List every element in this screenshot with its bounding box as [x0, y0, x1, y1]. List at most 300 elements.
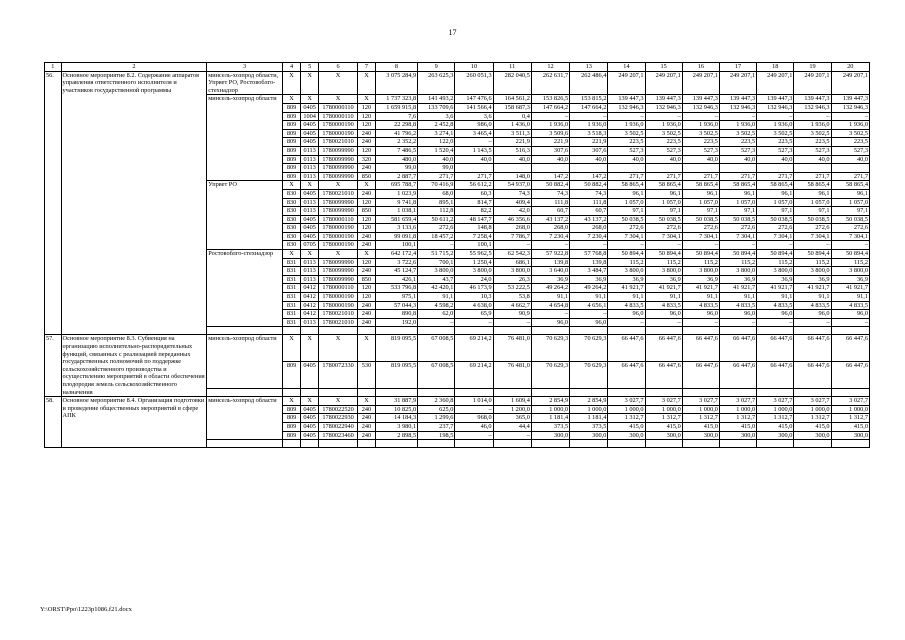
value-cell: 96,0 — [757, 310, 794, 319]
empty-cell — [418, 440, 455, 448]
value-cell: 50 882,4 — [570, 181, 608, 190]
value-cell: 3 027,7 — [719, 397, 756, 406]
page-number: 17 — [448, 28, 457, 37]
value-cell: 249 207,1 — [757, 71, 794, 95]
value-cell: 40,0 — [570, 155, 608, 164]
value-cell: 96,1 — [757, 189, 794, 198]
value-cell: 40,0 — [831, 155, 869, 164]
activity-title: Основное мероприятие 8.2. Содержание аппаратов управления ответственного исполнителя и участников государственной программы — [61, 71, 207, 335]
value-cell: 3 027,7 — [794, 397, 831, 406]
executor-name: Упрвет РО — [207, 181, 282, 250]
code-cell: X — [358, 181, 376, 190]
value-cell: 272,6 — [608, 224, 645, 233]
value-cell: 198,5 — [418, 431, 455, 440]
empty-cell — [682, 389, 719, 397]
value-cell: 1 936,0 — [531, 121, 569, 130]
value-cell: 91,1 — [645, 293, 682, 302]
code-cell: 1780000190 — [318, 224, 357, 233]
value-cell: 1 200,0 — [493, 405, 531, 414]
value-cell: 91,1 — [757, 293, 794, 302]
value-cell: 82,2 — [455, 207, 493, 216]
value-cell: 3 502,5 — [682, 129, 719, 138]
value-cell: 968,0 — [455, 414, 493, 423]
value-cell: 4 656,1 — [570, 301, 608, 310]
code-cell: 1780000190 — [318, 293, 357, 302]
value-cell: 74,3 — [531, 189, 569, 198]
empty-cell — [455, 440, 493, 448]
code-cell: 120 — [358, 215, 376, 224]
value-cell: 96,1 — [831, 189, 869, 198]
value-cell: 282 040,5 — [493, 71, 531, 95]
value-cell: 271,7 — [831, 172, 869, 181]
header-cell: 5 — [301, 63, 319, 72]
value-cell: 50 894,4 — [682, 250, 719, 259]
empty-cell — [493, 389, 531, 397]
code-cell: X — [282, 250, 301, 259]
code-cell: 0113 — [301, 275, 319, 284]
empty-cell — [757, 327, 794, 335]
footer-file-path: Y:\ORST\Ppo\1223p1086.f21.docx — [40, 606, 132, 613]
empty-cell — [358, 389, 376, 397]
code-cell: 120 — [358, 293, 376, 302]
value-cell: 415,0 — [682, 422, 719, 431]
value-cell: 527,3 — [608, 146, 645, 155]
value-cell: 141 493,2 — [418, 95, 455, 104]
budget-table — [44, 62, 870, 448]
value-cell: 3 800,0 — [719, 267, 756, 276]
code-cell: 0405 — [301, 121, 319, 130]
value-cell: 307,6 — [531, 146, 569, 155]
value-cell: 3 800,0 — [645, 267, 682, 276]
value-cell: 249 207,1 — [645, 71, 682, 95]
value-cell: – — [757, 318, 794, 327]
code-cell: 240 — [358, 422, 376, 431]
code-cell: 809 — [282, 138, 301, 147]
value-cell: 49 264,2 — [570, 284, 608, 293]
value-cell: 66 447,6 — [682, 335, 719, 362]
value-cell: 3 027,7 — [682, 397, 719, 406]
value-cell: 3 027,7 — [608, 397, 645, 406]
code-cell: 120 — [358, 146, 376, 155]
code-cell: 0412 — [301, 284, 319, 293]
value-cell: 4 662,7 — [493, 301, 531, 310]
code-cell: X — [318, 397, 357, 406]
value-cell: 1 936,0 — [645, 121, 682, 130]
value-cell: 91,1 — [531, 293, 569, 302]
code-cell: 830 — [282, 241, 301, 250]
value-cell: 3 133,6 — [375, 224, 417, 233]
value-cell: 300,0 — [757, 431, 794, 440]
header-cell: 19 — [794, 63, 831, 72]
value-cell: 7 304,1 — [682, 232, 719, 241]
value-cell: 300,0 — [682, 431, 719, 440]
value-cell: 3 509,6 — [531, 129, 569, 138]
code-cell: 1780099990 — [318, 146, 357, 155]
table-body — [45, 63, 870, 448]
value-cell: 1 057,0 — [757, 198, 794, 207]
value-cell: 132 946,3 — [719, 103, 756, 112]
value-cell: 1 000,0 — [831, 405, 869, 414]
value-cell: 426,1 — [375, 275, 417, 284]
value-cell: 51 715,2 — [418, 250, 455, 259]
value-cell: 122,0 — [418, 138, 455, 147]
value-cell: 115,2 — [794, 258, 831, 267]
code-cell: 1780099990 — [318, 198, 357, 207]
value-cell: 3 502,5 — [719, 129, 756, 138]
code-cell: X — [318, 95, 357, 104]
value-cell: – — [757, 241, 794, 250]
value-cell: 7 304,1 — [831, 232, 869, 241]
value-cell: 1 312,7 — [645, 414, 682, 423]
value-cell: 1 057,0 — [719, 198, 756, 207]
value-cell: 3 502,5 — [645, 129, 682, 138]
value-cell: 307,6 — [570, 146, 608, 155]
value-cell: 40,0 — [719, 155, 756, 164]
value-cell: 62 542,3 — [493, 250, 531, 259]
value-cell: – — [570, 310, 608, 319]
value-cell: 0,4 — [493, 112, 531, 121]
empty-cell — [645, 327, 682, 335]
empty-cell — [608, 327, 645, 335]
row-number: 58. — [45, 397, 62, 448]
value-cell: 3 800,0 — [493, 267, 531, 276]
value-cell: – — [455, 431, 493, 440]
value-cell: 42 420,1 — [418, 284, 455, 293]
value-cell: 3 980,1 — [375, 422, 417, 431]
value-cell: 50 882,4 — [531, 181, 569, 190]
value-cell: 10 825,0 — [375, 405, 417, 414]
code-cell: 809 — [282, 405, 301, 414]
value-cell: 3 800,0 — [455, 267, 493, 276]
value-cell: 36,9 — [831, 275, 869, 284]
value-cell: 66 447,6 — [794, 335, 831, 362]
empty-cell — [318, 389, 357, 397]
value-cell: 69 214,2 — [455, 362, 493, 389]
value-cell: – — [682, 112, 719, 121]
value-cell: 50 038,5 — [608, 215, 645, 224]
code-cell: 240 — [358, 431, 376, 440]
value-cell: 3,6 — [455, 112, 493, 121]
value-cell: 31 887,9 — [375, 397, 417, 406]
value-cell: 115,2 — [645, 258, 682, 267]
value-cell: 3 502,5 — [794, 129, 831, 138]
value-cell: 1 000,0 — [608, 405, 645, 414]
value-cell: 3 075 284,9 — [375, 71, 417, 95]
value-cell: 271,7 — [794, 172, 831, 181]
value-cell: 40,0 — [493, 155, 531, 164]
empty-cell — [757, 389, 794, 397]
code-cell: 1780000110 — [318, 103, 357, 112]
value-cell: 3 800,0 — [757, 267, 794, 276]
code-cell: 0412 — [301, 310, 319, 319]
value-cell: 1 299,6 — [418, 414, 455, 423]
value-cell: 41 921,7 — [794, 284, 831, 293]
value-cell: 300,0 — [794, 431, 831, 440]
value-cell: 3 800,0 — [418, 267, 455, 276]
value-cell: 36,9 — [531, 275, 569, 284]
value-cell: 223,5 — [794, 138, 831, 147]
value-cell: 97,1 — [831, 207, 869, 216]
value-cell: 147 664,2 — [531, 103, 569, 112]
value-cell: 50 894,4 — [645, 250, 682, 259]
code-cell: X — [358, 250, 376, 259]
value-cell: 3 465,4 — [455, 129, 493, 138]
value-cell: 7 304,1 — [794, 232, 831, 241]
value-cell: 43 137,2 — [531, 215, 569, 224]
value-cell: 1 312,7 — [831, 414, 869, 423]
value-cell: 260 051,3 — [455, 71, 493, 95]
value-cell: – — [455, 405, 493, 414]
value-cell: 50 894,4 — [608, 250, 645, 259]
value-cell: 70 416,9 — [418, 181, 455, 190]
code-cell: 1780022520 — [318, 405, 357, 414]
executor-name: минсель-хозпрод области, Упрвет РО, Ростовоблго-стехнадзор — [207, 71, 282, 95]
value-cell: 24,0 — [455, 275, 493, 284]
value-cell: 58 865,4 — [682, 181, 719, 190]
value-cell: – — [645, 112, 682, 121]
code-cell: 1004 — [301, 112, 319, 121]
value-cell: 1 181,4 — [570, 414, 608, 423]
empty-cell — [375, 440, 417, 448]
value-cell: – — [570, 241, 608, 250]
value-cell: 60,3 — [455, 189, 493, 198]
code-cell: X — [318, 181, 357, 190]
value-cell: 50 038,5 — [719, 215, 756, 224]
value-cell: 3 027,7 — [645, 397, 682, 406]
code-cell: 809 — [282, 103, 301, 112]
header-cell: 1 — [45, 63, 62, 72]
value-cell: 49 264,2 — [531, 284, 569, 293]
code-cell: 240 — [358, 318, 376, 327]
code-cell: 1780099990 — [318, 164, 357, 173]
value-cell: 695 788,7 — [375, 181, 417, 190]
code-cell: 0405 — [301, 431, 319, 440]
value-cell: 46 356,6 — [493, 215, 531, 224]
code-cell: 530 — [358, 362, 376, 389]
value-cell: 111,8 — [570, 198, 608, 207]
empty-cell — [301, 440, 319, 448]
value-cell: 9 741,8 — [375, 198, 417, 207]
value-cell: 268,0 — [531, 224, 569, 233]
value-cell: 132 946,3 — [794, 103, 831, 112]
code-cell: X — [282, 397, 301, 406]
value-cell: 4 833,5 — [794, 301, 831, 310]
value-cell: 4 833,5 — [645, 301, 682, 310]
value-cell: 91,1 — [719, 293, 756, 302]
value-cell: 91,1 — [608, 293, 645, 302]
value-cell — [682, 164, 719, 173]
value-cell: 1 014,0 — [455, 397, 493, 406]
empty-cell — [207, 327, 282, 335]
value-cell: 97,1 — [645, 207, 682, 216]
value-cell: 986,0 — [455, 121, 493, 130]
code-cell: 1780021010 — [318, 310, 357, 319]
value-cell: 70 629,3 — [570, 335, 608, 362]
code-cell: 0113 — [301, 207, 319, 216]
value-cell: 147,2 — [570, 172, 608, 181]
code-cell: 240 — [358, 267, 376, 276]
value-cell: 90,9 — [493, 310, 531, 319]
value-cell: 3 502,5 — [831, 129, 869, 138]
code-cell: X — [301, 335, 319, 362]
header-cell: 10 — [455, 63, 493, 72]
value-cell: 300,0 — [608, 431, 645, 440]
value-cell: 2 452,8 — [418, 121, 455, 130]
code-cell: X — [358, 95, 376, 104]
value-cell: 67 008,5 — [418, 362, 455, 389]
value-cell: 55 962,5 — [455, 250, 493, 259]
empty-cell — [570, 327, 608, 335]
value-cell: 43 137,2 — [570, 215, 608, 224]
code-cell: 1780000190 — [318, 232, 357, 241]
value-cell: 66 447,6 — [719, 335, 756, 362]
value-cell: 50 038,5 — [831, 215, 869, 224]
value-cell: 56 612,2 — [455, 181, 493, 190]
value-cell: – — [608, 318, 645, 327]
table-row — [45, 397, 870, 406]
code-cell: 1780099990 — [318, 172, 357, 181]
value-cell: 96,1 — [682, 189, 719, 198]
value-cell: 249 207,1 — [831, 71, 869, 95]
empty-cell — [794, 440, 831, 448]
code-cell: 240 — [358, 310, 376, 319]
value-cell: 139 447,3 — [608, 95, 645, 104]
value-cell: 365,0 — [493, 414, 531, 423]
empty-cell — [455, 327, 493, 335]
value-cell: 36,9 — [645, 275, 682, 284]
executor-name: минсель-хозпрод области — [207, 95, 282, 181]
value-cell: – — [493, 318, 531, 327]
empty-cell — [493, 327, 531, 335]
value-cell: 3 502,5 — [608, 129, 645, 138]
value-cell: 41 921,7 — [831, 284, 869, 293]
value-cell: 7 230,4 — [531, 232, 569, 241]
value-cell: 1 057,0 — [831, 198, 869, 207]
value-cell: 153 815,2 — [570, 95, 608, 104]
code-cell: 1780099990 — [318, 275, 357, 284]
value-cell: 300,0 — [531, 431, 569, 440]
value-cell: 133 709,6 — [418, 103, 455, 112]
code-cell: 120 — [358, 198, 376, 207]
value-cell: 263 625,3 — [418, 71, 455, 95]
value-cell: – — [645, 318, 682, 327]
code-cell: X — [358, 397, 376, 406]
value-cell: 819 095,5 — [375, 335, 417, 362]
value-cell: 4 598,2 — [418, 301, 455, 310]
value-cell: 1 181,4 — [531, 414, 569, 423]
value-cell: 975,1 — [375, 293, 417, 302]
code-cell: 120 — [358, 121, 376, 130]
value-cell: 10,3 — [455, 293, 493, 302]
code-cell: 809 — [282, 422, 301, 431]
code-cell: 1780099990 — [318, 155, 357, 164]
value-cell: 147,2 — [531, 172, 569, 181]
code-cell: 809 — [282, 146, 301, 155]
value-cell: 1 057,0 — [794, 198, 831, 207]
value-cell: 300,0 — [570, 431, 608, 440]
value-cell: 7 786,7 — [493, 232, 531, 241]
value-cell: 7 304,1 — [608, 232, 645, 241]
code-cell: 0113 — [301, 164, 319, 173]
code-cell: 240 — [358, 405, 376, 414]
value-cell: 58 865,4 — [831, 181, 869, 190]
empty-cell — [531, 389, 569, 397]
value-cell: 4 654,8 — [531, 301, 569, 310]
value-cell: 3,6 — [418, 112, 455, 121]
empty-cell — [358, 327, 376, 335]
value-cell: – — [531, 310, 569, 319]
code-cell: 809 — [282, 431, 301, 440]
value-cell: – — [794, 241, 831, 250]
value-cell: 76 481,0 — [493, 362, 531, 389]
value-cell: 66 447,6 — [682, 362, 719, 389]
value-cell: 300,0 — [719, 431, 756, 440]
code-cell: 0405 — [301, 362, 319, 389]
value-cell: 48 147,7 — [455, 215, 493, 224]
value-cell: 141 566,4 — [455, 103, 493, 112]
code-cell: X — [282, 71, 301, 95]
value-cell: 36,9 — [719, 275, 756, 284]
value-cell: 4 833,5 — [719, 301, 756, 310]
code-cell: 1780000190 — [318, 241, 357, 250]
value-cell: 158 687,3 — [493, 103, 531, 112]
empty-cell — [645, 389, 682, 397]
value-cell: 50 038,5 — [645, 215, 682, 224]
value-cell: 58 865,4 — [719, 181, 756, 190]
value-cell: 96,0 — [531, 318, 569, 327]
value-cell: 223,5 — [682, 138, 719, 147]
value-cell: 272,6 — [757, 224, 794, 233]
header-cell: 11 — [493, 63, 531, 72]
value-cell: – — [455, 318, 493, 327]
value-cell: 139 447,3 — [794, 95, 831, 104]
value-cell: 96,1 — [645, 189, 682, 198]
value-cell: 3 484,7 — [570, 267, 608, 276]
value-cell: 271,7 — [455, 172, 493, 181]
header-cell: 9 — [418, 63, 455, 72]
value-cell: 53 222,5 — [493, 284, 531, 293]
value-cell: 1 000,0 — [794, 405, 831, 414]
value-cell: 1 312,7 — [757, 414, 794, 423]
code-cell: 1780099990 — [318, 258, 357, 267]
code-cell: 1780021010 — [318, 318, 357, 327]
value-cell: 100,1 — [455, 241, 493, 250]
value-cell: 66 447,6 — [831, 335, 869, 362]
value-cell: 1 000,0 — [757, 405, 794, 414]
code-cell: 1780000190 — [318, 121, 357, 130]
value-cell: 91,1 — [570, 293, 608, 302]
value-cell: 271,7 — [418, 172, 455, 181]
value-cell: 4 833,5 — [608, 301, 645, 310]
code-cell: 0405 — [301, 224, 319, 233]
value-cell: 262 486,4 — [570, 71, 608, 95]
value-cell: 415,0 — [719, 422, 756, 431]
value-cell: 415,0 — [757, 422, 794, 431]
value-cell: 223,5 — [645, 138, 682, 147]
value-cell: 3 800,0 — [608, 267, 645, 276]
value-cell: 99,0 — [418, 164, 455, 173]
value-cell: 3 800,0 — [831, 267, 869, 276]
value-cell: 97,1 — [682, 207, 719, 216]
value-cell: – — [719, 318, 756, 327]
value-cell: 268,0 — [493, 224, 531, 233]
code-cell: X — [282, 95, 301, 104]
value-cell: 7 486,5 — [375, 146, 417, 155]
value-cell: 3 640,0 — [531, 267, 569, 276]
value-cell: 533 796,8 — [375, 284, 417, 293]
value-cell: 97,1 — [719, 207, 756, 216]
value-cell: 112,8 — [418, 207, 455, 216]
